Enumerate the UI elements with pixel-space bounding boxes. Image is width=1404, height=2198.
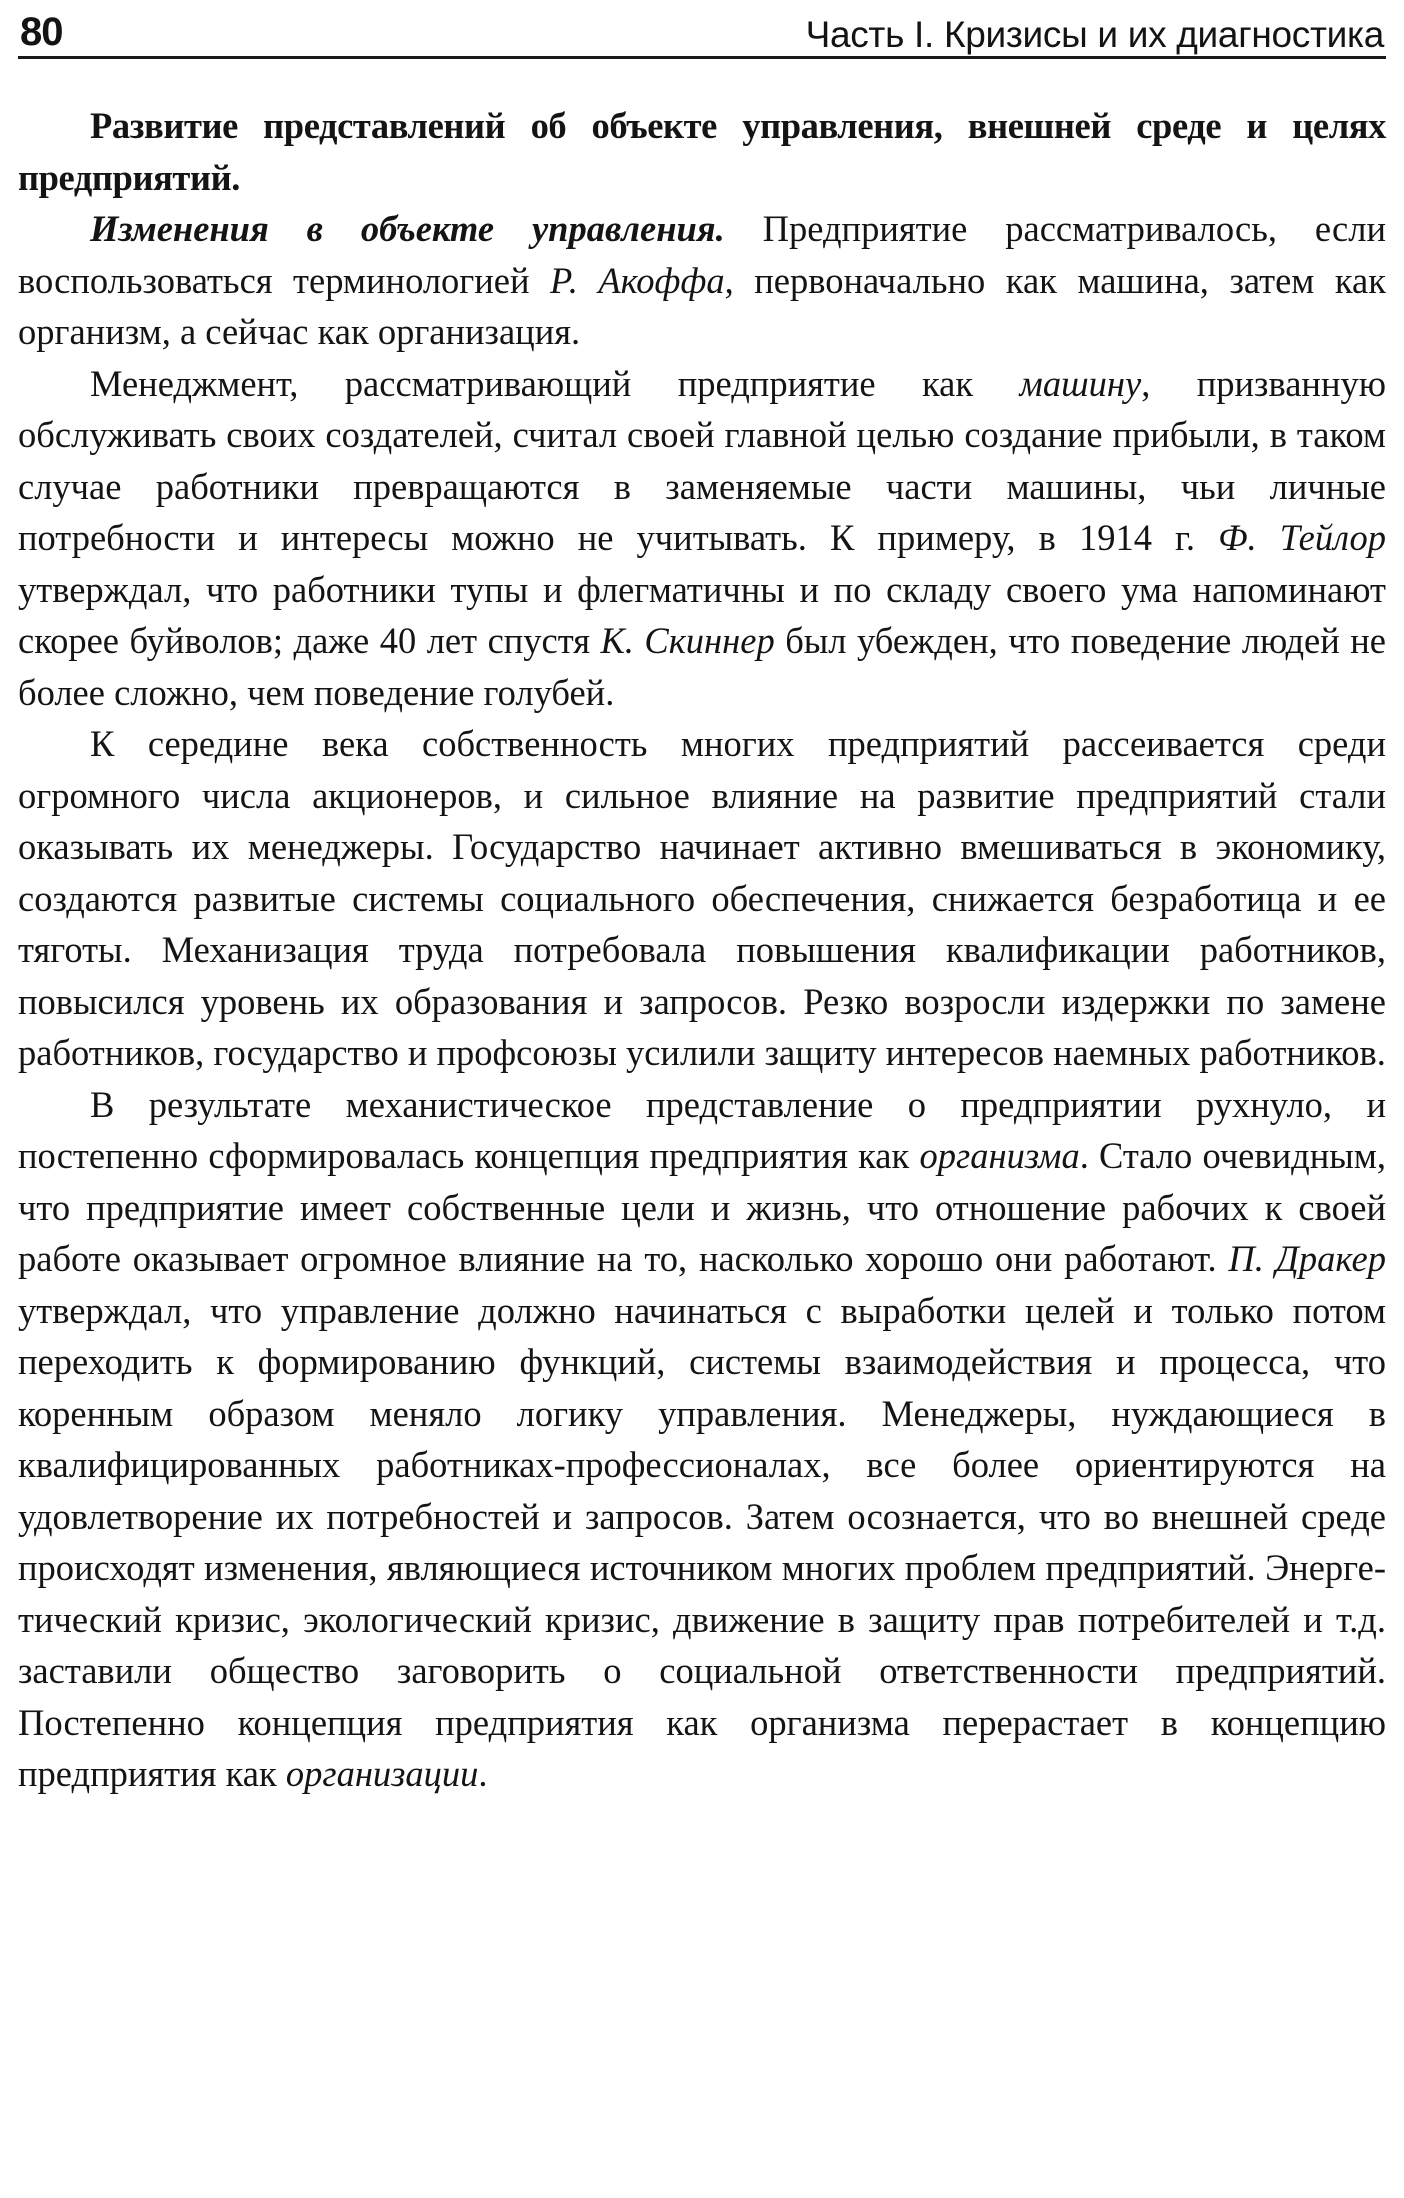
running-header <box>18 6 1386 59</box>
paragraph <box>18 718 1386 1079</box>
person-name: К. Скиннер <box>600 620 775 661</box>
text-run: . <box>478 1753 488 1794</box>
text-run: утверждал, что управление должно начинаться с выработки целей и только потом переходить к формированию функций, системы взаимодействия и процесса, что коренным образом меняло логику управления. Менеджеры, нуждающиеся в квалифицированных работниках-профессионалах, все более ориентируются на удовлетворение их потребностей и запросов. Затем осознается, что во внешней среде происходят изменения, являющиеся источником многих проблем предприятий. Энергетический кризис, экологический кризис, движение в защиту прав потребителей и т.д. заставили общество заговорить о социальной ответственности предприятий. Постепенно концепция предприятия как организма перерастает в концепцию предприятия как <box>18 1289 1386 1794</box>
text-run: В результате механистическое представление о предприятии рухнуло, и постепенно сформировалась концепция предприятия как <box>18 1083 1386 1176</box>
text-run: К середине века собственность многих предприятий рассеивается среди огромного числа акционеров, и сильное влияние на развитие предприятий стали оказывать их менеджеры. Государство начинает активно вмешиваться в экономику, создаются развитые системы социального обеспечения, снижается безработица и ее тяготы. Механизация труда потребовала повышения квалификации работников, повысился уровень их образования и запросов. Резко возросли издержки по замене работников, государство и профсоюзы усилили защиту интересов наемных работников. <box>18 723 1386 1073</box>
body-text <box>18 100 1386 1800</box>
paragraph-lead-in: Изменения в объекте управления. <box>90 208 725 249</box>
text-run: , призванную обслуживать своих создателей, считал своей главной целью создание прибыли, в таком случае работники превращаются в заменяемые части машины, чьи личные потребности и интересы можно не учитывать. К примеру, в 1914 г. <box>18 362 1386 558</box>
paragraph <box>18 1079 1386 1800</box>
running-title: Часть I. Кризисы и их диагностика <box>805 14 1384 55</box>
page-number: 80 <box>20 10 63 54</box>
italic-term: организма <box>919 1135 1080 1176</box>
person-name: Ф. Тейлор <box>1218 517 1386 558</box>
section-heading: Развитие представлений об объекте управления, внешней среде и целях предприятий. <box>18 105 1386 198</box>
paragraph <box>18 203 1386 358</box>
italic-term: организации <box>285 1753 479 1794</box>
book-page <box>18 0 1386 2198</box>
paragraph <box>18 358 1386 719</box>
text-run: Предприятие рассматривалось, если воспользоваться терминологией <box>18 208 1386 301</box>
text-run: . Стало очевидным, что предприятие имеет собственные цели и жизнь, что отношение рабочих к своей работе оказывает огромное влияние на то, насколько хорошо они работают. <box>18 1135 1386 1279</box>
text-run: утверждал, что работники тупы и флегматичны и по складу своего ума напоминают скорее буйволов; даже 40 лет спустя <box>18 568 1386 661</box>
text-run: , первоначально как машина, затем как организм, а сейчас как организация. <box>18 259 1386 352</box>
text-run: был убежден, что поведение людей не более сложно, чем поведение голубей. <box>18 620 1386 713</box>
person-name: Р. Акоффа <box>550 259 725 301</box>
italic-term: машину <box>1019 362 1142 404</box>
text-run: Менеджмент, рассматривающий предприятие как <box>90 362 1020 404</box>
person-name: П. Дракер <box>1228 1238 1387 1279</box>
